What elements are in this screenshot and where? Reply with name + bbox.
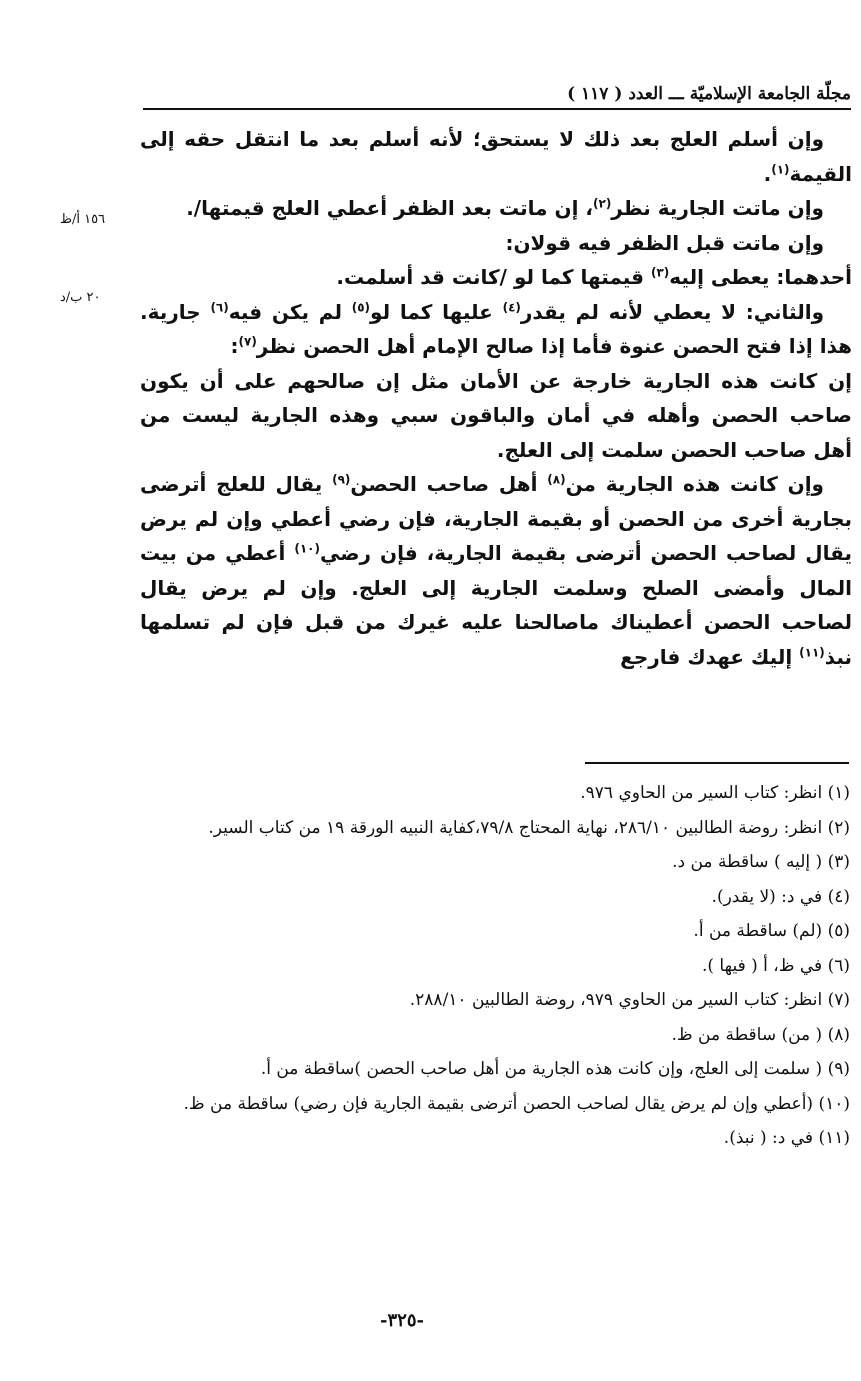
footnote-3: (٣) ( إليه ) ساقطة من د. <box>672 852 850 872</box>
main-text <box>140 122 852 674</box>
footnote-ref-5[interactable]: (٥) <box>351 299 371 314</box>
footnote-4: (٤) في د: (لا يقدر). <box>711 886 850 907</box>
footnote-ref-10[interactable]: (١٠) <box>294 541 320 556</box>
footnote-11: (١١) في د: ( نبذ). <box>723 1128 850 1148</box>
running-header <box>143 82 851 110</box>
footnote-ref-1[interactable]: (١) <box>771 161 790 176</box>
footnotes <box>140 776 850 1156</box>
paragraph-2: وإن ماتت الجارية نظر$^{(٢)}$، إن ماتت بعد الظفر أعطي العلج قيمتها/. <box>186 196 824 220</box>
footnote-10: (١٠) (أعطي وإن لم يرض يقال لصاحب الحصن أترضى بقيمة الجارية فإن رضي) ساقطة من ظ. <box>183 1093 850 1114</box>
footnote-ref-6[interactable]: (٦) <box>210 299 229 314</box>
margin-manuscript-note-1: ١٥٦ أ/ظ <box>60 212 106 227</box>
paragraph-6: إن كانت هذه الجارية خارجة عن الأمان مثل إن صالحهم على أن يكون صاحب الحصن وأهله في أمان والباقون سبي وهذه الجارية ليست من أهل صاحب الحصن سلمت إلى العلج. <box>140 368 852 462</box>
footnote-5: (٥) (لم) ساقطة من أ. <box>693 921 850 941</box>
margin-manuscript-note-2: ٢٠ ب/د <box>60 290 101 305</box>
footnote-ref-4[interactable]: (٤) <box>502 299 521 314</box>
footnote-8: (٨) ( من) ساقطة من ظ. <box>671 1024 850 1045</box>
footnote-6: (٦) في ظ، أ ( فيها ). <box>701 955 850 976</box>
paragraph-7: وإن كانت هذه الجارية من$^{(٨)}$ أهل صاحب الحصن$^{(٩)}$ يقال للعلج أترضى بجارية أخرى من الحصن أو بقيمة الجارية، فإن رضي أعطي وإن لم يرض يقال لصاحب الحصن أترضى بقيمة الجارية، فإن رضي$^{(١٠)}$ أعطي من بيت المال وأمضى الصلح وسلمت الجارية إلى العلج. وإن لم يرض يقال لصاحب الحصن أعطيناك ماصالحنا عليه غيرك من قبل فإن لم تسلمها نبذ$^{(١١)}$ إليك عهدك فارجع <box>140 472 852 669</box>
footnote-9: (٩) ( سلمت إلى العلج، وإن كانت هذه الجارية من أهل صاحب الحصن )ساقطة من أ. <box>260 1059 850 1079</box>
footnote-2: (٢) انظر: روضة الطالبين ٢٨٦/١٠، نهاية المحتاج ٧٩/٨،كفاية النبيه الورقة ١٩ من كتاب السير. <box>208 817 850 838</box>
footnote-ref-7[interactable]: (٧) <box>238 334 257 349</box>
footnote-ref-9[interactable]: (٩) <box>332 472 351 487</box>
footnote-ref-2[interactable]: (٢) <box>593 196 612 211</box>
running-title: مجلّة الجامعة الإسلاميّة ـــ العدد ( ١١٧ ) <box>567 84 851 104</box>
footnote-ref-11[interactable]: (١١) <box>799 644 825 659</box>
paragraph-4: أحدهما: يعطى إليه$^{(٣)}$ قيمتها كما لو /كانت قد أسلمت. <box>336 265 852 289</box>
footnote-7: (٧) انظر: كتاب السير من الحاوي ٩٧٩، روضة الطالبين ٢٨٨/١٠. <box>409 990 850 1010</box>
paragraph-3: وإن ماتت قبل الظفر فيه قولان: <box>505 230 824 255</box>
page-number: -٣٢٥- <box>380 1310 424 1331</box>
footnote-ref-8[interactable]: (٨) <box>547 472 566 487</box>
footnote-ref-3[interactable]: (٣) <box>650 265 670 280</box>
paragraph-1: وإن أسلم العلج بعد ذلك لا يستحق؛ لأنه أسلم بعد ما انتقل حقه إلى القيمة$^{(١)}$. <box>140 127 852 186</box>
footnote-1: (١) انظر: كتاب السير من الحاوي ٩٧٦. <box>580 783 850 803</box>
paragraph-5: والثاني: لا يعطي لأنه لم يقدر$^{(٤)}$ عليها كما لو$^{(٥)}$ لم يكن فيه$^{(٦)}$ جارية. هذا إذا فتح الحصن عنوة فأما إذا صالح الإمام أهل الحصن نظر$^{(٧)}$: <box>140 299 852 358</box>
footnote-separator <box>585 762 849 764</box>
